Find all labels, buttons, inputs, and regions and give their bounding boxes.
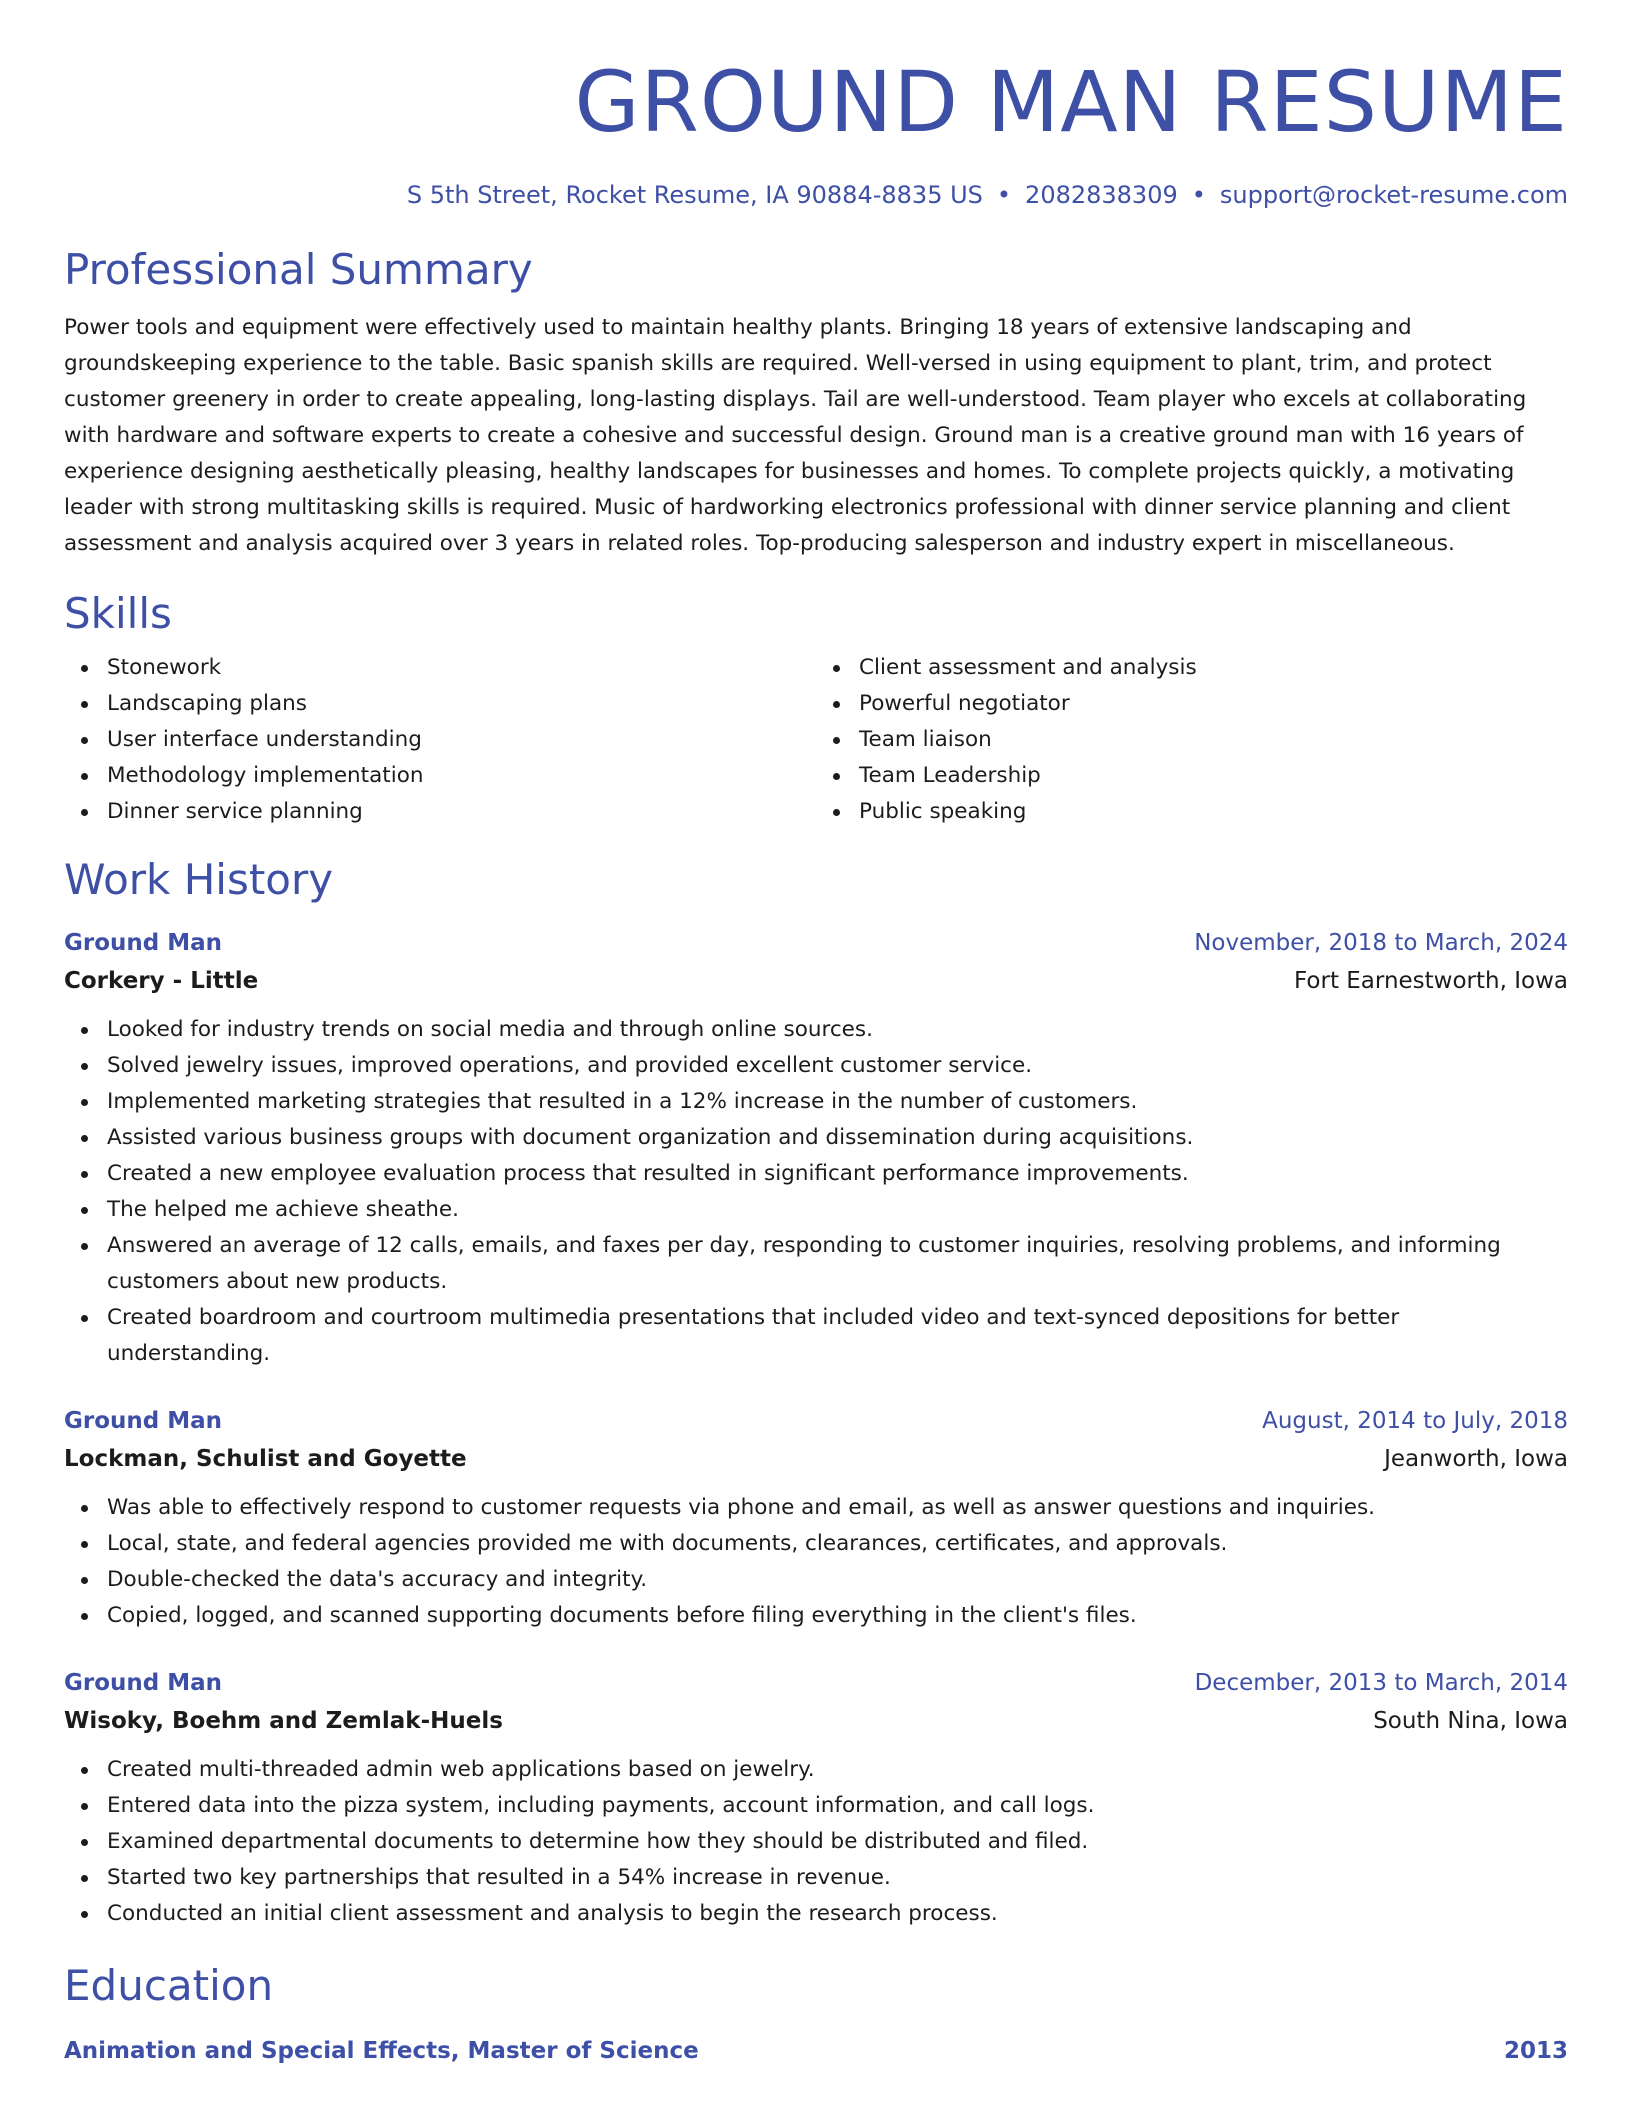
skill-item: Client assessment and analysis bbox=[859, 650, 1568, 686]
summary-text: Power tools and equipment were effectively used to maintain healthy plants. Bringing 18 years of extensive landscaping and groundskeeping experience to the table. Basic spanish skills are required. Well-versed in using equipment to plant, trim, and protect customer greenery in order to create appealing, long-lasting displays. Tail are well-understood. Team player who excels at collaborating with hardware and software experts to create a cohesive and successful design. Ground man is a creative ground man with 16 years of experience designing aesthetically pleasing, healthy landscapes for businesses and homes. To complete projects quickly, a motivating leader with strong multitasking skills is required. Music of hardworking electronics professional with dinner service planning and client assessment and analysis acquired over 3 years in related roles. Top-producing salesperson and industry expert in miscellaneous. bbox=[64, 315, 1527, 556]
job-subheader bbox=[64, 1440, 1568, 1478]
job-location: South Nina, Iowa bbox=[1373, 1708, 1568, 1734]
job-bullet: Implemented marketing strategies that resulted in a 12% increase in the number of customers. bbox=[107, 1084, 1568, 1120]
skills-heading: Skills bbox=[64, 589, 172, 638]
skill-item: Team Leadership bbox=[859, 758, 1568, 794]
job-entry bbox=[64, 1664, 1568, 1932]
job-bullets bbox=[64, 1012, 1568, 1372]
job-bullet: Answered an average of 12 calls, emails, and faxes per day, responding to customer inquiries, resolving problems, and informing customers about new products. bbox=[107, 1228, 1568, 1300]
contact-phone: 2082838309 bbox=[1025, 181, 1178, 209]
work-history-heading: Work History bbox=[64, 855, 334, 904]
skill-item: Team liaison bbox=[859, 722, 1568, 758]
job-location: Fort Earnestworth, Iowa bbox=[1294, 968, 1568, 994]
contact-separator: • bbox=[996, 181, 1012, 209]
resume-name: GROUND MAN RESUME bbox=[574, 53, 1568, 151]
job-company: Lockman, Schulist and Goyette bbox=[64, 1446, 467, 1472]
contact-email: support@rocket-resume.com bbox=[1219, 181, 1568, 209]
skills-column-right bbox=[816, 650, 1568, 830]
education-degree: Animation and Special Effects, Master of Science bbox=[64, 2038, 699, 2064]
job-subheader bbox=[64, 962, 1568, 1000]
job-location: Jeanworth, Iowa bbox=[1384, 1446, 1568, 1472]
education-year: 2013 bbox=[1503, 2038, 1568, 2064]
job-header bbox=[64, 924, 1568, 962]
job-company: Wisoky, Boehm and Zemlak-Huels bbox=[64, 1708, 503, 1734]
job-bullets bbox=[64, 1490, 1568, 1634]
job-bullet: Examined departmental documents to determine how they should be distributed and filed. bbox=[107, 1824, 1568, 1860]
skill-item: Dinner service planning bbox=[107, 794, 816, 830]
education-heading: Education bbox=[64, 1961, 274, 2010]
job-dates: November, 2018 to March, 2024 bbox=[1194, 930, 1568, 956]
contact-line bbox=[64, 180, 1568, 210]
skill-item: Methodology implementation bbox=[107, 758, 816, 794]
job-bullet: Local, state, and federal agencies provided me with documents, clearances, certificates, and approvals. bbox=[107, 1526, 1568, 1562]
job-bullet: Was able to effectively respond to customer requests via phone and email, as well as answer questions and inquiries. bbox=[107, 1490, 1568, 1526]
job-bullet: Looked for industry trends on social media and through online sources. bbox=[107, 1012, 1568, 1048]
job-entry bbox=[64, 924, 1568, 1372]
job-bullet: Entered data into the pizza system, including payments, account information, and call logs. bbox=[107, 1788, 1568, 1824]
job-bullet: Conducted an initial client assessment and analysis to begin the research process. bbox=[107, 1896, 1568, 1932]
job-bullet: The helped me achieve sheathe. bbox=[107, 1192, 1568, 1228]
education-entry bbox=[64, 2032, 1568, 2070]
job-title: Ground Man bbox=[64, 1408, 223, 1434]
job-bullet: Started two key partnerships that resulted in a 54% increase in revenue. bbox=[107, 1860, 1568, 1896]
job-entry bbox=[64, 1402, 1568, 1634]
job-subheader bbox=[64, 1702, 1568, 1740]
job-bullet: Copied, logged, and scanned supporting documents before filing everything in the client's files. bbox=[107, 1598, 1568, 1634]
skill-item: Powerful negotiator bbox=[859, 686, 1568, 722]
job-company: Corkery - Little bbox=[64, 968, 259, 994]
summary-heading: Professional Summary bbox=[64, 245, 533, 294]
job-dates: August, 2014 to July, 2018 bbox=[1262, 1408, 1568, 1434]
job-bullet: Double-checked the data's accuracy and integrity. bbox=[107, 1562, 1568, 1598]
skill-item: Public speaking bbox=[859, 794, 1568, 830]
job-dates: December, 2013 to March, 2014 bbox=[1194, 1670, 1568, 1696]
job-bullet: Created multi-threaded admin web applications based on jewelry. bbox=[107, 1752, 1568, 1788]
job-header bbox=[64, 1664, 1568, 1702]
contact-address: S 5th Street, Rocket Resume, IA 90884-8835 US bbox=[406, 181, 983, 209]
job-bullet: Created a new employee evaluation process that resulted in significant performance improvements. bbox=[107, 1156, 1568, 1192]
job-title: Ground Man bbox=[64, 930, 223, 956]
skill-item: Landscaping plans bbox=[107, 686, 816, 722]
skill-item: User interface understanding bbox=[107, 722, 816, 758]
skills-column-left bbox=[64, 650, 816, 830]
job-header bbox=[64, 1402, 1568, 1440]
job-bullet: Assisted various business groups with document organization and dissemination during acquisitions. bbox=[107, 1120, 1568, 1156]
job-title: Ground Man bbox=[64, 1670, 223, 1696]
contact-separator: • bbox=[1191, 181, 1206, 209]
job-bullets bbox=[64, 1752, 1568, 1932]
job-bullet: Created boardroom and courtroom multimedia presentations that included video and text-synced depositions for better understanding. bbox=[107, 1300, 1568, 1372]
job-bullet: Solved jewelry issues, improved operations, and provided excellent customer service. bbox=[107, 1048, 1568, 1084]
skill-item: Stonework bbox=[107, 650, 816, 686]
skills-list bbox=[64, 650, 1568, 830]
